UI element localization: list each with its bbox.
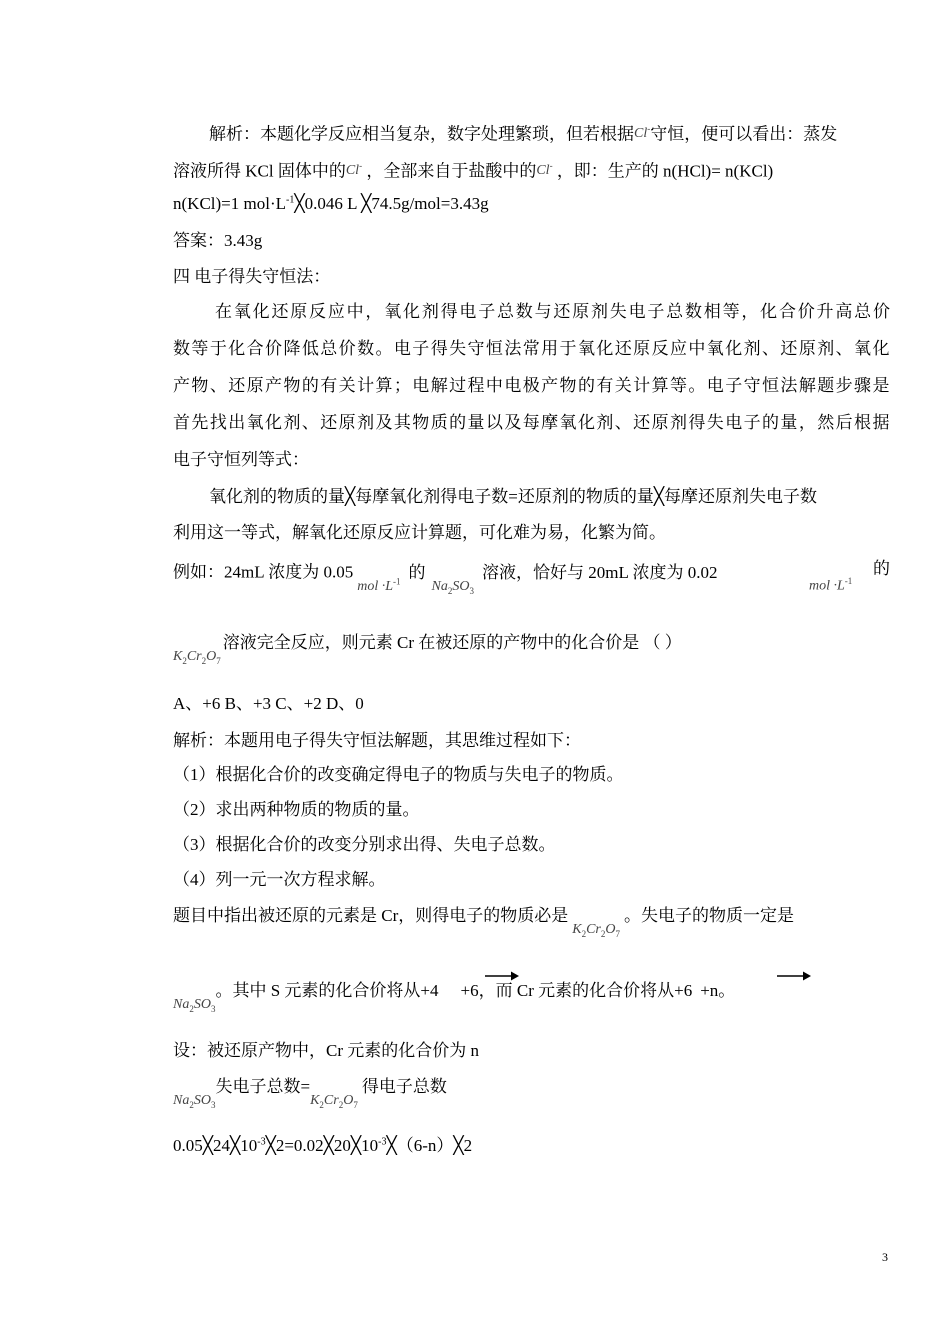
numeric-equation: $0.05╳24╳10^{-3}╳2=0.02╳20╳10^{-3}╳(6-n)╳2$ (173, 1136, 473, 1155)
sodium-sulfite-formula: Na2SO3 (431, 578, 474, 596)
calculation-line: n(KCl)=1 $mol\cdot L^{-1}╳0.046$ L ╳74.5g/mol=3.43g (173, 194, 489, 213)
chloride-ion-formula: Cl- (634, 123, 651, 141)
analysis-line-1: 解析：本题化学反应相当复杂，数字处理繁琐，但若根据Cl-守恒，便可以看出：蒸发 (209, 123, 838, 144)
valence-change-line: $_{Na_2SO_3}$。其中 S 元素的化合价将从+4 +6，而 Cr 元素的化合价将从+6 +n。 (173, 981, 736, 1014)
step-item: （3）根据化合价的改变分别求出得、失电子总数。 (173, 835, 556, 854)
equation-statement: 氧化剂的物质的量╳每摩氧化剂得电子数=还原剂的物质的量╳每摩还原剂失电子数 (209, 487, 818, 506)
step-item: （1）根据化合价的改变确定得电子的物质与失电子的物质。 (173, 765, 624, 784)
potassium-dichromate-formula: K2Cr2O7 (310, 1093, 358, 1110)
chloride-ion-formula: Cl- (345, 160, 363, 178)
example-line: 例如：24mL 浓度为 $0.05_{mol \cdot L^{-1}}$ 的$_{Na_2SO_3}$溶液，恰好与 20mL 浓度为 0.02 mol $\cdot L^{-1}$ 的 (173, 558, 890, 580)
potassium-dichromate-formula: K2Cr2O7 (572, 922, 621, 939)
page-number: 3 (882, 1250, 888, 1264)
reasoning-line: 题目中指出被还原的元素是 Cr，则得电子的物质必是$_{K_2Cr_2O_7}$。失电子的物质一定是 (173, 906, 795, 939)
paragraph-line: 首 先 找 出 氧 化 剂 、 还 原 剂 及 其 物 质 的 量 以 及 每 摩 氧 化 剂 、 还 原 剂 得 失 电 子 的 量 ， 然 后 根 据 (173, 413, 890, 432)
paragraph-line: 利用这一等式，解氧化还原反应计算题，可化难为易，化繁为简。 (173, 523, 666, 542)
right-arrow-icon (777, 970, 811, 982)
sodium-sulfite-formula: Na2SO3 (173, 1093, 216, 1110)
example-line-2: $_{K_2Cr_2O_7}$溶液完全反应，则元素 Cr 在被还原的产物中的化合价是 （ ） (173, 633, 682, 666)
chloride-ion-formula: Cl- (536, 160, 553, 178)
assumption-line: 设：被还原产物中，Cr 元素的化合价为 n (173, 1041, 479, 1060)
sodium-sulfite-formula: Na2SO3 (173, 997, 216, 1014)
answer-choices: A、+6 B、+3 C、+2 D、0 (173, 694, 364, 713)
analysis-line-2: 溶液所得 KCl 固体中的Cl- ，全部来自于盐酸中的Cl- ，即：生产的 n(HCl)= n(KCl) (173, 160, 774, 181)
section-heading: 四 电子得失守恒法： (173, 267, 331, 286)
right-arrow-icon (485, 970, 519, 982)
concentration-unit: mol $\cdot L^{-1}$ (809, 576, 853, 594)
paragraph-line: 在 氧 化 还 原 反 应 中 ， 氧 化 剂 得 电 子 总 数 与 还 原 剂 失 电 子 总 数 相 等 ， 化 合 价 升 高 总 价 (215, 302, 890, 321)
step-item: （2）求出两种物质的物质的量。 (173, 800, 420, 819)
answer-line: 答案：3.43g (173, 231, 263, 250)
paragraph-line: 产 物 、 还 原 产 物 的 有 关 计 算 ； 电 解 过 程 中 电 极 产 物 的 有 关 计 算 等 。 电 子 守 恒 法 解 题 步 骤 是 (173, 376, 890, 395)
paragraph-line: 电子守恒列等式： (173, 450, 309, 469)
concentration-unit: mol ·L-1 (357, 576, 401, 594)
potassium-dichromate-formula: K2Cr2O7 (173, 649, 221, 666)
conservation-equation: $_{Na_2SO_3}$失电子总数$=_{K_2Cr_2O_7}$得电子总数 (173, 1077, 447, 1110)
paragraph-line: 数 等 于 化 合 价 降 低 总 价 数 。 电 子 得 失 守 恒 法 常 用 于 氧 化 还 原 反 应 中 氧 化 剂 、 还 原 剂 、 氧 化 (173, 339, 890, 358)
step-item: （4）列一元一次方程求解。 (173, 870, 386, 889)
solution-intro: 解析：本题用电子得失守恒法解题，其思维过程如下： (173, 731, 581, 750)
